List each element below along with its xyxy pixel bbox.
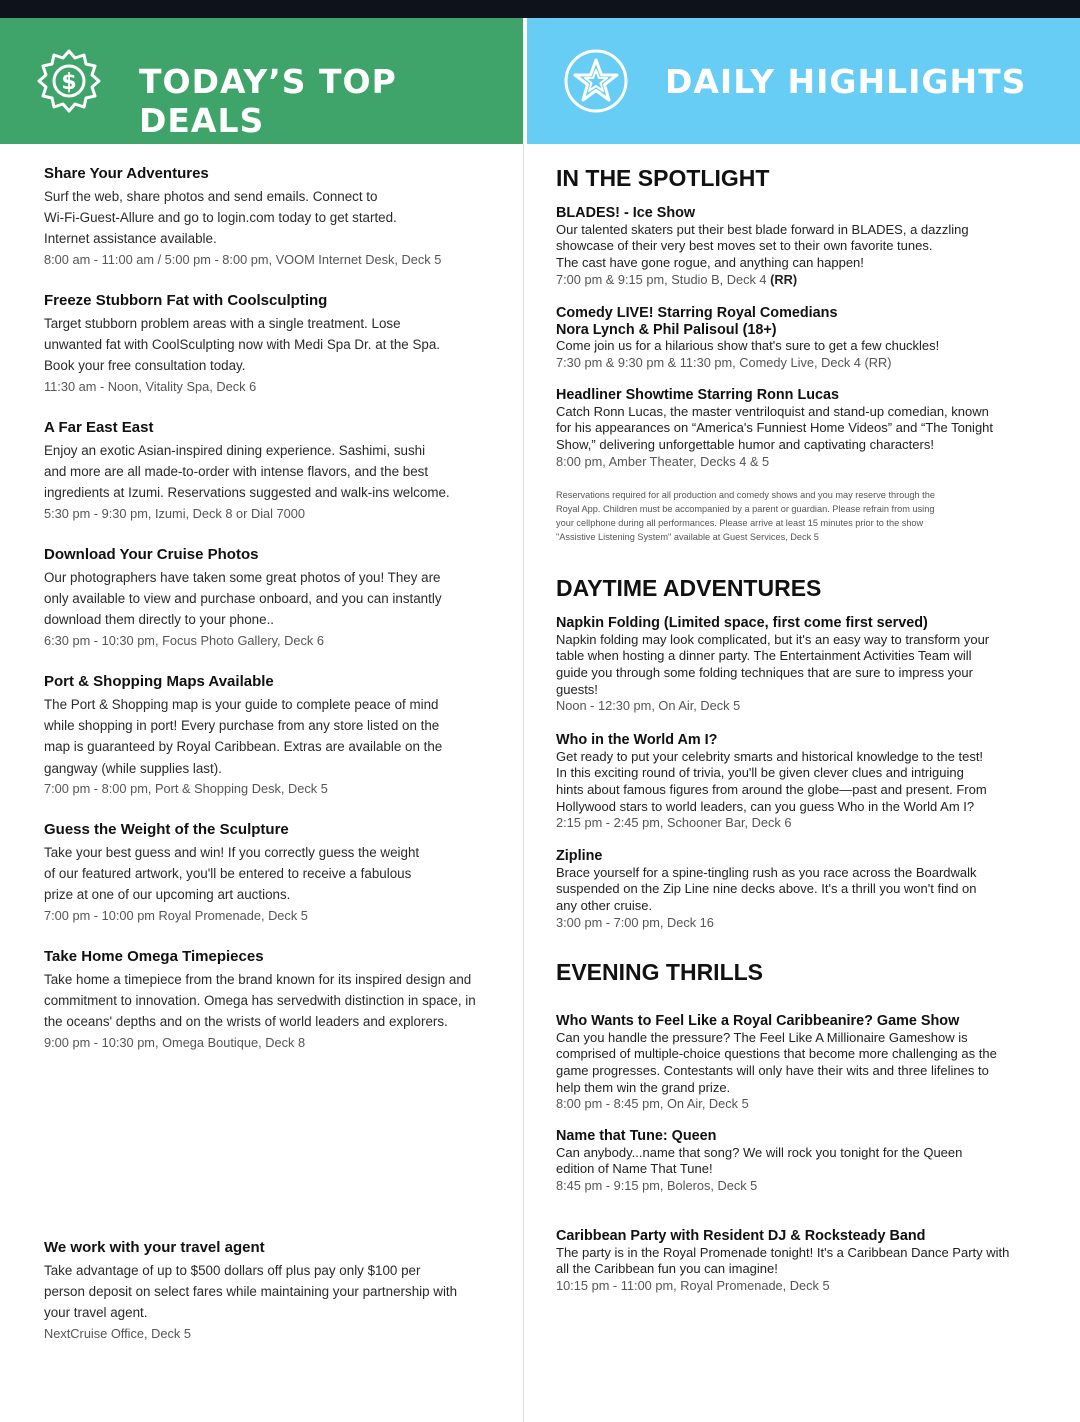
deal-item (44, 164, 494, 270)
deal-time-location: 6:30 pm - 10:30 pm, Focus Photo Gallery, Deck 6 (44, 632, 325, 648)
deal-title: A Far East East (44, 419, 154, 436)
highlight-description-line: Hollywood stars to world leaders, can you guess Who in the World Am I? (556, 798, 975, 814)
deal-description-line: the oceans' depths and on the wrists of world leaders and explorers. (44, 1014, 448, 1030)
reservation-required-tag: (RR) (766, 271, 798, 287)
dollar-badge-icon (36, 48, 102, 114)
section-heading-daytime: DAYTIME ADVENTURES (556, 575, 822, 601)
highlight-description-line: suspended on the Zip Line nine decks above. It's a thrill you won't find on (556, 881, 977, 897)
deal-title: Guess the Weight of the Sculpture (44, 821, 289, 838)
highlight-time-location: Noon - 12:30 pm, On Air, Deck 5 (556, 698, 741, 714)
highlight-description-line: Get ready to put your celebrity smarts and historical knowledge to the test! (556, 748, 984, 764)
deal-description-line: ingredients at Izumi. Reservations suggested and walk-ins welcome. (44, 485, 450, 501)
daily-highlights-title: DAILY HIGHLIGHTS (665, 62, 1027, 101)
deal-description-line: unwanted fat with CoolSculpting now with Medi Spa Dr. at the Spa. (44, 337, 440, 353)
deal-description-line: Surf the web, share photos and send emails. Connect to (44, 189, 378, 204)
deal-item (44, 545, 494, 651)
column-divider (523, 144, 524, 1422)
highlight-item (556, 387, 1046, 470)
highlight-item (556, 1228, 1046, 1295)
highlight-description-line: The cast have gone rogue, and anything can happen! (556, 254, 864, 270)
deal-description-line: only available to view and purchase onboard, and you can instantly (44, 591, 442, 607)
deal-time-location: 7:00 pm - 10:00 pm Royal Promenade, Deck 5 (44, 907, 308, 923)
highlight-item (556, 615, 1046, 715)
top-deals-header (0, 18, 523, 144)
highlight-description-line: for his appearances on “America's Funniest Home Videos” and “The Tonight (556, 420, 994, 436)
deal-description-line: commitment to innovation. Omega has servedwith distinction in space, in (44, 993, 476, 1009)
highlight-title: Headliner Showtime Starring Ronn Lucas (556, 387, 840, 403)
deal-description-line: Wi-Fi-Guest-Allure and go to login.com today to get started. (44, 210, 397, 226)
highlight-description-line: showcase of their very best moves set to their own favorite tunes. (556, 238, 933, 254)
highlight-description-line: comprised of multiple-choice questions that become more challenging as the (556, 1046, 997, 1062)
deal-description-line: gangway (while supplies last). (44, 760, 222, 776)
deal-item (44, 291, 494, 397)
deal-description-line: map is guaranteed by Royal Caribbean. Extras are available on the (44, 739, 443, 755)
highlight-description-line: edition of Name That Tune! (556, 1161, 713, 1177)
deal-item (44, 1238, 514, 1344)
highlight-time-location: 8:00 pm - 8:45 pm, On Air, Deck 5 (556, 1096, 749, 1112)
highlight-title: Who Wants to Feel Like a Royal Caribbeanire? Game Show (556, 1013, 960, 1029)
highlight-item (556, 305, 1046, 371)
highlight-title: Zipline (556, 848, 603, 864)
reservation-notice (556, 488, 1026, 544)
deal-description-line: while shopping in port! Every purchase from any store listed on the (44, 718, 440, 734)
highlight-item (556, 1013, 1046, 1113)
deal-description-line: of our featured artwork, you'll be entered to receive a fabulous (44, 866, 412, 882)
highlight-time-location: 7:30 pm & 9:30 pm & 11:30 pm, Comedy Live, Deck 4 (RR) (556, 354, 892, 370)
deal-description-line: Target stubborn problem areas with a single treatment. Lose (44, 316, 401, 331)
top-deals-title: TODAY’S TOP DEALS (139, 62, 397, 140)
deal-title: We work with your travel agent (44, 1239, 265, 1256)
highlight-description-line: any other cruise. (556, 897, 653, 913)
highlight-time-location: 10:15 pm - 11:00 pm, Royal Promenade, Deck 5 (556, 1277, 830, 1293)
highlight-description-line: Show,” delivering unforgettable humor and captivating characters! (556, 436, 934, 452)
highlight-title: Name that Tune: Queen (556, 1128, 717, 1144)
star-circle-icon (563, 48, 629, 114)
deal-title: Take Home Omega Timepieces (44, 948, 264, 965)
deal-title: Freeze Stubborn Fat with Coolsculpting (44, 292, 328, 309)
highlight-description-line: Can you handle the pressure? The Feel Like A Millionaire Gameshow is (556, 1029, 968, 1045)
deal-description-line: prize at one of our upcoming art auctions. (44, 887, 291, 903)
highlight-description-line: hints about famous figures from around the globe—past and present. From (556, 781, 987, 797)
highlight-title: Who in the World Am I? (556, 732, 718, 748)
deal-time-location: 11:30 am - Noon, Vitality Spa, Deck 6 (44, 378, 257, 394)
notice-line: Reservations required for all production and comedy shows and you may reserve through the (556, 490, 935, 500)
deal-time-location: 8:00 am - 11:00 am / 5:00 pm - 8:00 pm, VOOM Internet Desk, Deck 5 (44, 251, 442, 267)
highlight-description-line: all the Caribbean fun you can imagine! (556, 1261, 778, 1277)
highlight-description-line: Can anybody...name that song? We will rock you tonight for the Queen (556, 1144, 963, 1160)
deal-description-line: Our photographers have taken some great photos of you! They are (44, 570, 441, 585)
highlight-description-line: Our talented skaters put their best blade forward in BLADES, a dazzling (556, 221, 969, 237)
highlight-time-location: 8:45 pm - 9:15 pm, Boleros, Deck 5 (556, 1177, 758, 1193)
highlight-description-line: Come join us for a hilarious show that's sure to get a few chuckles! (556, 338, 940, 353)
highlight-description-line: game progresses. Contestants will only have their wits and three lifelines to (556, 1062, 989, 1078)
deal-description-line: person deposit on select fares while maintaining your partnership with (44, 1284, 458, 1300)
highlight-description-line: Brace yourself for a spine-tingling rush as you race across the Boardwalk (556, 864, 977, 880)
highlight-item (556, 848, 1046, 931)
highlight-time-location: 2:15 pm - 2:45 pm, Schooner Bar, Deck 6 (556, 815, 792, 831)
deal-item (44, 820, 494, 926)
highlight-title-line-2: Nora Lynch & Phil Palisoul (18+) (556, 321, 777, 338)
highlight-description-line: table when hosting a dinner party. The Entertainment Activities Team will (556, 648, 972, 664)
highlight-item (556, 1128, 1046, 1195)
highlight-title: Napkin Folding (Limited space, first come first served) (556, 615, 928, 631)
highlight-description-line: Catch Ronn Lucas, the master ventriloquist and stand-up comedian, known (556, 403, 989, 419)
deal-description-line: Book your free consultation today. (44, 358, 246, 374)
top-bar (0, 0, 1080, 18)
notice-line: Royal App. Children must be accompanied by a parent or guardian. Please refrain from using (556, 504, 935, 514)
deal-time-location: 5:30 pm - 9:30 pm, Izumi, Deck 8 or Dial 7000 (44, 505, 306, 521)
deal-item (44, 418, 494, 524)
deal-description-line: and more are all made-to-order with intense flavors, and the best (44, 464, 429, 480)
highlight-item (556, 205, 1046, 288)
deal-item (44, 672, 494, 799)
highlight-title: BLADES! - Ice Show (556, 205, 696, 221)
highlight-description-line: In this exciting round of trivia, you'll be given clever clues and intriguing (556, 765, 964, 781)
deal-title: Download Your Cruise Photos (44, 546, 259, 563)
highlight-time-location (556, 272, 1046, 289)
deal-title: Port & Shopping Maps Available (44, 673, 274, 690)
highlight-time-text: 7:00 pm & 9:15 pm, Studio B, Deck 4 (556, 271, 767, 287)
deal-time-location: 7:00 pm - 8:00 pm, Port & Shopping Desk, Deck 5 (44, 780, 328, 796)
deal-description-line: your travel agent. (44, 1305, 148, 1321)
deal-description-line: Take your best guess and win! If you correctly guess the weight (44, 845, 420, 860)
section-heading-spotlight: IN THE SPOTLIGHT (556, 165, 770, 191)
highlight-time-location: 8:00 pm, Amber Theater, Decks 4 & 5 (556, 453, 770, 469)
highlight-time-location: 3:00 pm - 7:00 pm, Deck 16 (556, 914, 714, 930)
daily-highlights-header (527, 18, 1080, 144)
svg-text:$: $ (61, 70, 77, 95)
deal-description-line: The Port & Shopping map is your guide to complete peace of mind (44, 697, 439, 712)
highlight-item (556, 732, 1046, 832)
highlight-description-line: The party is in the Royal Promenade tonight! It's a Caribbean Dance Party with (556, 1244, 1010, 1260)
deal-description-line: Enjoy an exotic Asian-inspired dining experience. Sashimi, sushi (44, 443, 426, 458)
deal-description-line: download them directly to your phone.. (44, 612, 275, 628)
deal-title: Share Your Adventures (44, 165, 209, 182)
highlight-description-line: guide you through some folding techniques that are sure to impress your (556, 664, 973, 680)
deal-item (44, 947, 514, 1053)
notice-line: "Assistive Listening System" available at Guest Services, Deck 5 (556, 532, 819, 542)
notice-line: your cellphone during all performances. Please arrive at least 15 minutes prior to the show (556, 518, 924, 528)
deal-time-location: 9:00 pm - 10:30 pm, Omega Boutique, Deck 8 (44, 1034, 306, 1050)
highlight-description-line: guests! (556, 681, 598, 697)
highlight-description-line: Napkin folding may look complicated, but it's an easy way to transform your (556, 631, 990, 647)
deal-time-location: NextCruise Office, Deck 5 (44, 1325, 191, 1341)
section-heading-evening: EVENING THRILLS (556, 959, 764, 985)
deal-description-line: Take home a timepiece from the brand known for its inspired design and (44, 972, 472, 987)
deal-description-line: Internet assistance available. (44, 231, 217, 247)
highlight-title: Caribbean Party with Resident DJ & Rocksteady Band (556, 1228, 926, 1244)
deal-description-line: Take advantage of up to $500 dollars off plus pay only $100 per (44, 1263, 421, 1278)
highlight-description-line: help them win the grand prize. (556, 1079, 731, 1095)
highlight-title: Comedy LIVE! Starring Royal Comedians (556, 305, 838, 321)
